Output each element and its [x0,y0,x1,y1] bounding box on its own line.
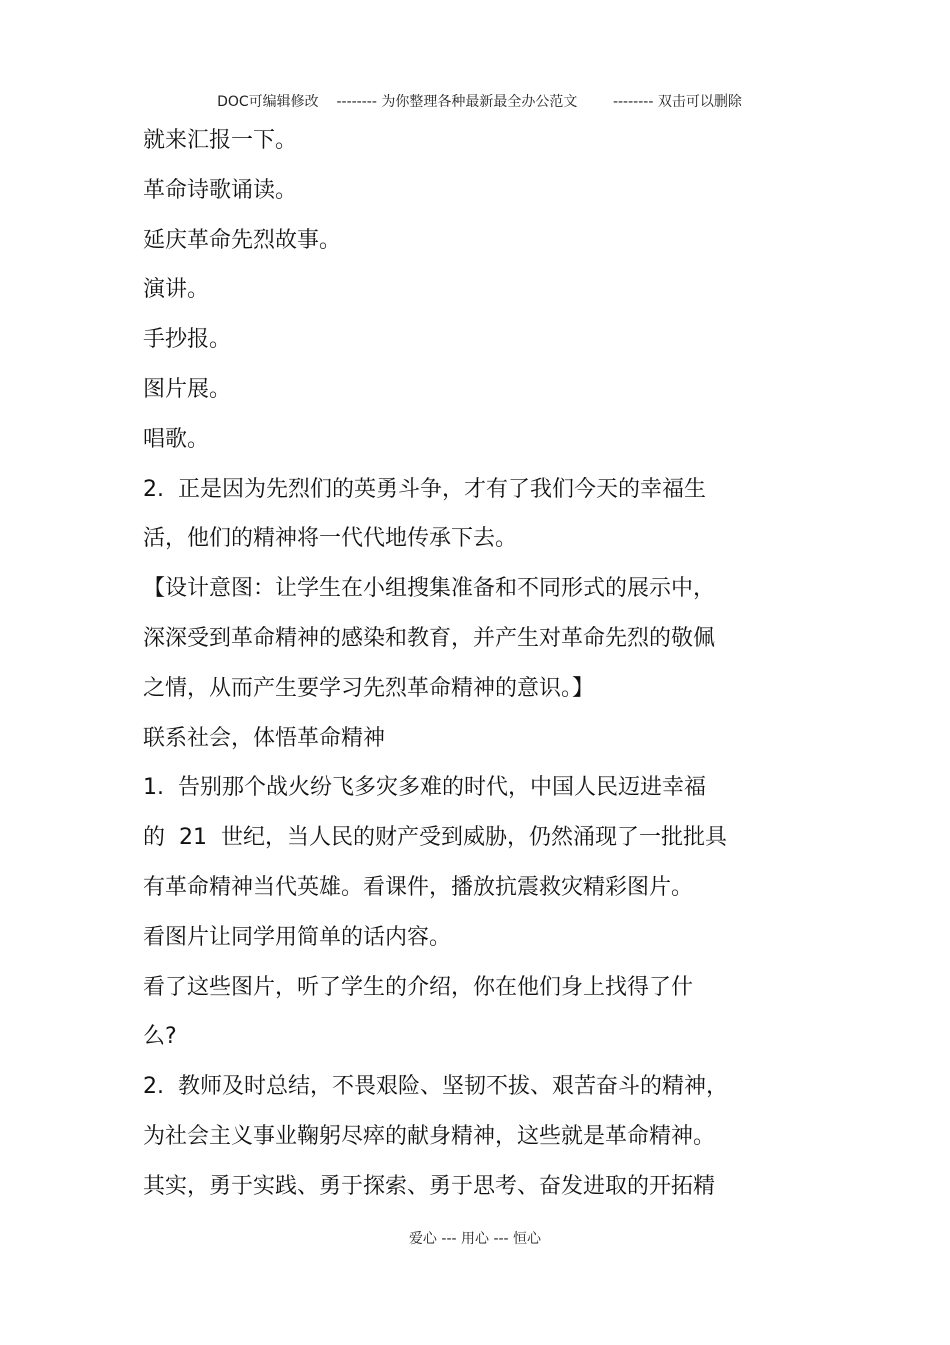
header-middle-text: -------- 为你整理各种最新最全办公范文 [336,94,578,110]
body-line: 2. 正是因为先烈们的英勇斗争，才有了我们今天的幸福生 [143,476,706,502]
page-header [0,72,950,112]
body-line: 延庆革命先烈故事。 [143,227,342,253]
body-line: 看图片让同学用简单的话内容。 [143,924,452,950]
body-line: 看了这些图片，听了学生的介绍，你在他们身上找得了什 [143,974,694,1000]
body-line: 就来汇报一下。 [143,128,298,153]
header-right-text: -------- 双击可以删除 [612,94,742,110]
body-line: 演讲。 [143,277,210,303]
body-line: 为社会主义事业鞠躬尽瘁的献身精神，这些就是革命精神。 [143,1123,716,1149]
body-line: 活，他们的精神将一代代地传承下去。 [143,526,518,552]
body-line: 2. 教师及时总结，不畏艰险、坚韧不拔、艰苦奋斗的精神， [143,1074,728,1100]
body-line: 其实，勇于实践、勇于探索、勇于思考、奋发进取的开拓精 [143,1173,716,1199]
document-body [143,116,783,1212]
body-line: 图片展。 [143,376,232,402]
page-footer: 爱心 --- 用心 --- 恒心 [408,1231,542,1247]
body-line: 么? [143,1024,177,1050]
body-line: 唱歌。 [143,426,210,452]
body-line: 的 21 世纪，当人民的财产受到威胁，仍然涌现了一批批具 [143,825,727,851]
body-line: 联系社会，体悟革命精神 [143,725,386,751]
body-line: 1. 告别那个战火纷飞多灾多难的时代，中国人民迈进幸福 [143,775,706,801]
header-left-text: DOC可编辑修改 [217,94,319,110]
body-line: 【设计意图：让学生在小组搜集准备和不同形式的展示中， [143,576,716,602]
body-line: 深深受到革命精神的感染和教育，并产生对革命先烈的敬佩 [143,625,716,651]
body-line: 手抄报。 [143,327,232,353]
body-line: 有革命精神当代英雄。看课件，播放抗震救灾精彩图片。 [143,874,694,900]
body-line: 之情，从而产生要学习先烈革命精神的意识。】 [143,675,595,701]
body-line: 革命诗歌诵读。 [143,177,298,203]
